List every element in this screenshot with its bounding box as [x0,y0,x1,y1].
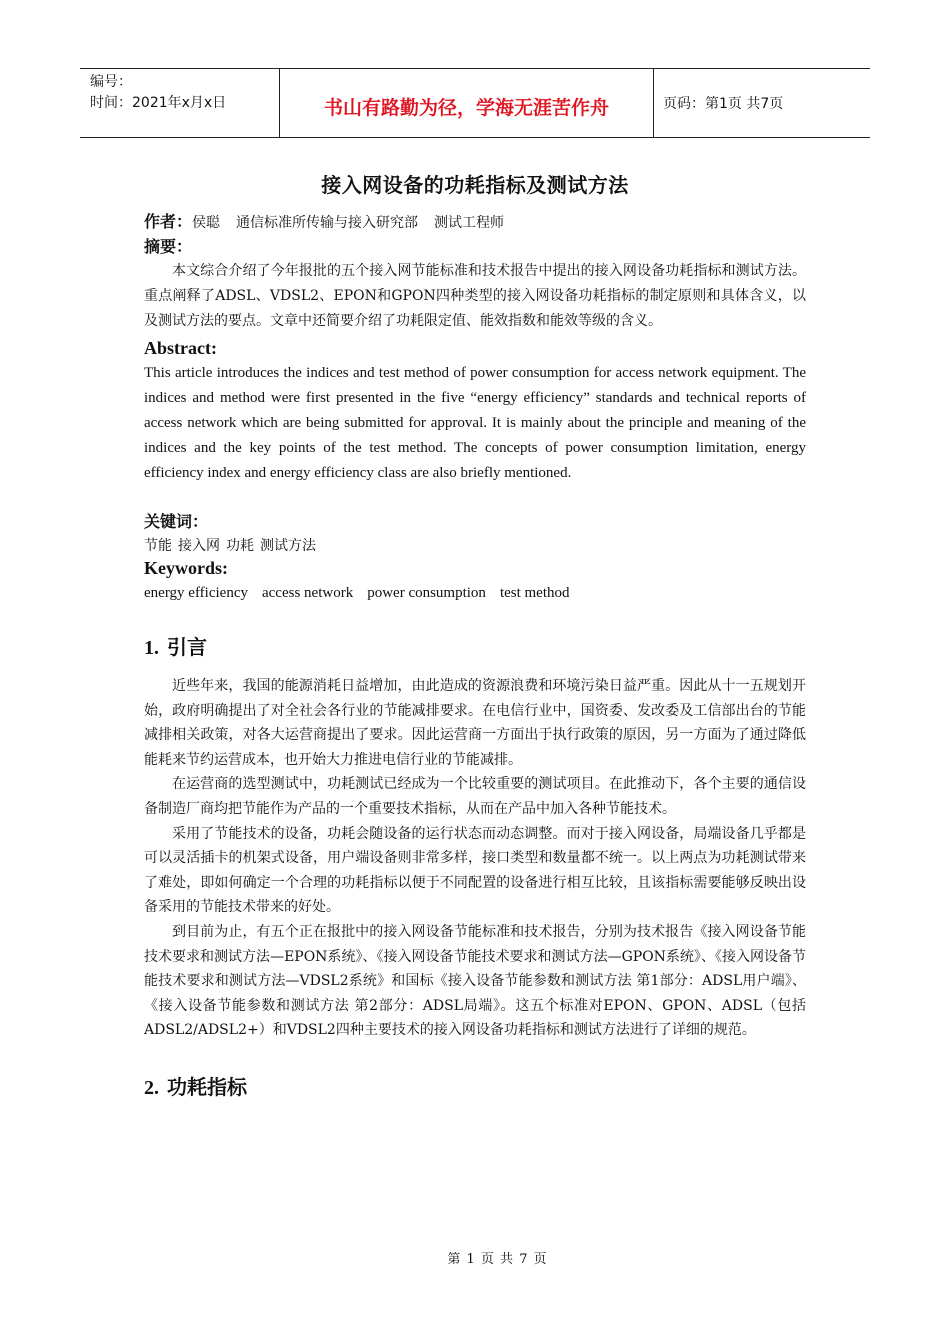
time-label: 时间：2021年x月x日 [90,95,227,111]
keywords-cn-label: 关键词： [144,512,209,531]
document-body [144,165,806,1114]
abstract-cn-text: 本文综合介绍了今年报批的五个接入网节能标准和技术报告中提出的接入网设备功耗指标和测试方法。重点阐释了ADSL、VDSL2、EPON和GPON四种类型的接入网设备功耗指标的制定原则和具体含义，以及测试方法的要点。文章中还简要介绍了功耗限定值、能效指数和能效等级的含义。 [144,263,806,329]
author-line [144,210,806,235]
keyword-en: test method [499,585,570,601]
keyword-cn: 功耗 [226,538,254,554]
keyword-en: energy efficiency [144,585,248,601]
body-paragraph: 近些年来，我国的能源消耗日益增加，由此造成的资源浪费和环境污染日益严重。因此从十一五规划开始，政府明确提出了对全社会各行业的节能减排要求。在电信行业中，国资委、发改委及工信部出台的节能减排相关政策，对各大运营商提出了要求。因此运营商一方面出于执行政策的原因，另一方面为了通过降低能耗来节约运营成本，也开始大力推进电信行业的节能减排。 [144,678,806,768]
section-title: 引言 [167,635,207,659]
section-title: 功耗指标 [167,1074,247,1099]
abstract-en-label: Abstract: [144,338,217,358]
section-heading-2 [144,1071,806,1100]
body-paragraph: 采用了节能技术的设备，功耗会随设备的运行状态而动态调整。而对于接入网设备，局端设备几乎都是可以灵活插卡的机架式设备，用户端设备则非常多样，接口类型和数量都不统一。以上两点为功耗测试带来了难处，即如何确定一个合理的功耗指标以便于不同配置的设备进行相互比较，且该指标需要能够反映出设备采用的节能技术带来的好处。 [144,825,806,916]
number-label: 编号： [90,74,132,90]
header-page-info: 页码：第1页 共7页 [663,96,784,112]
keyword-en: power consumption [367,585,486,601]
keywords-en-list [144,581,806,605]
keyword-cn: 测试方法 [260,538,316,554]
keyword-cn: 节能 [144,538,172,554]
keyword-cn: 接入网 [178,538,220,554]
section-number: 1. [144,637,159,659]
section-heading-1 [144,631,806,660]
page-title: 接入网设备的功耗指标及测试方法 [321,173,629,197]
author-name: 侯聪 [192,215,221,231]
document-header [80,68,870,138]
keywords-cn-list [144,534,806,558]
header-meta [80,69,280,137]
abstract-en-text: This article introduces the indices and test method of power consumption for access network equipment. The indices and method were first presented in the five “energy efficiency” standards and technical reports of access network which are being submitted for approval. It is mainly about the principle and meaning of the indices and the key points of the test method. The concepts of power consumption limitation, energy efficiency index and energy efficiency class are also briefly mentioned. [144,365,806,481]
author-org: 通信标准所传输与接入研究部 [236,215,419,231]
body-paragraph: 到目前为止，有五个正在报批中的接入网设备节能标准和技术报告，分别为技术报告《接入网设备节能技术要求和测试方法—EPON系统》、《接入网设备节能技术要求和测试方法—GPON系统》、《接入网设备节能技术要求和测试方法—VDSL2系统》和国标《接入设备节能参数和测试方法 第1部分：ADSL用户端》、《接入设备节能参数和测试方法 第2部分：ADSL局端》。这五个标准对EPON、GPON、ADSL（包括ADSL2/ADSL2+）和VDSL2四种主要技术的接入网设备功耗指标和测试方法进行了详细的规范。 [144,923,806,1039]
author-role: 测试工程师 [434,215,505,231]
header-motto: 书山有路勤为径，学海无涯苦作舟 [280,69,654,137]
section-number: 2. [144,1076,159,1099]
keyword-en: access network [261,585,354,601]
page-footer: 第 1 页 共 7 页 [447,1252,548,1267]
abstract-cn-label: 摘要： [144,237,193,256]
author-label: 作者： [144,212,193,231]
keywords-en-label: Keywords: [144,558,228,578]
body-paragraph: 在运营商的选型测试中，功耗测试已经成为一个比较重要的测试项目。在此推动下，各个主要的通信设备制造厂商均把节能作为产品的一个重要技术指标，从而在产品中加入各种节能技术。 [144,776,806,817]
